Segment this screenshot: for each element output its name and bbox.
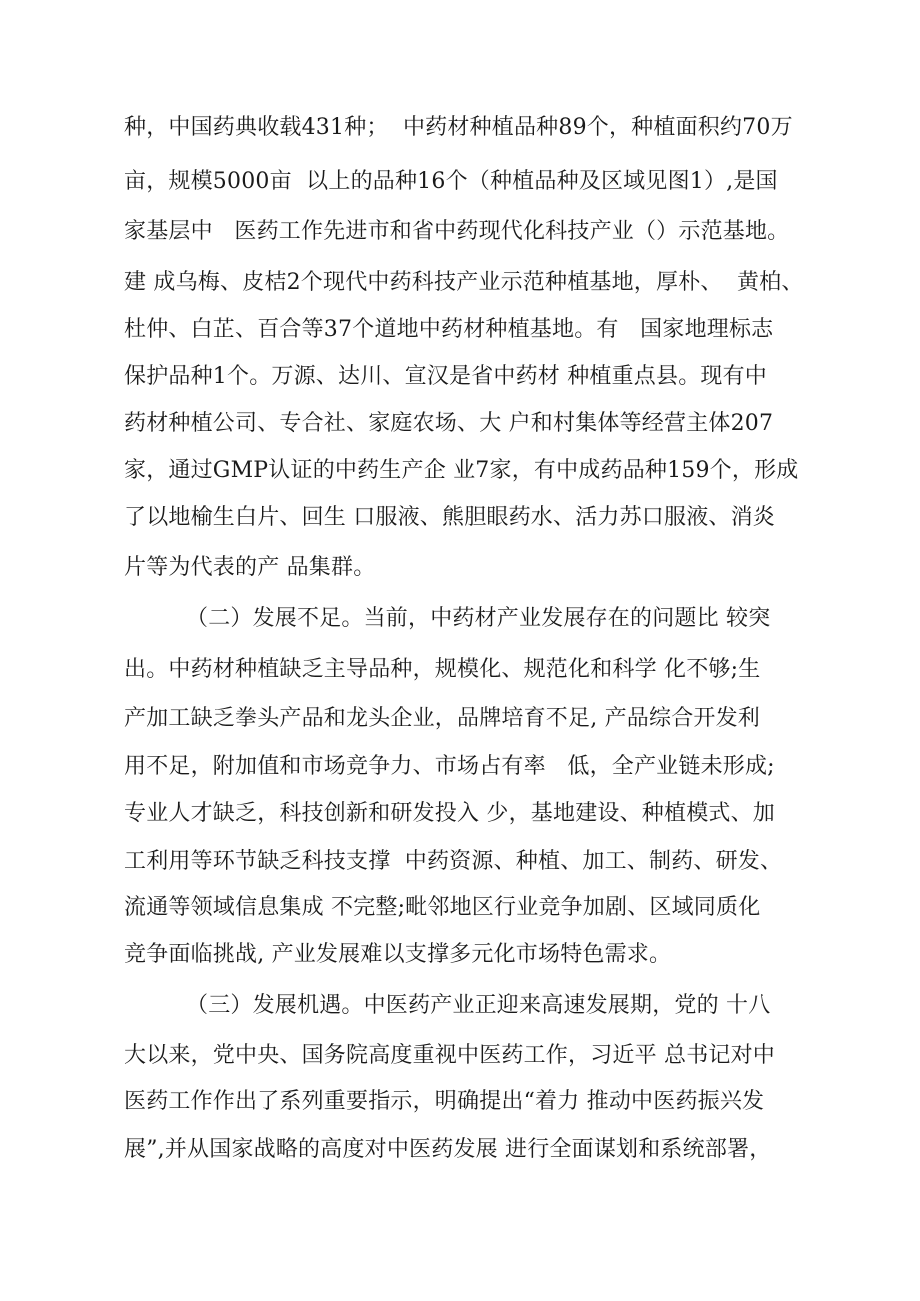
text-line: 流通等领域信息集成 不完整;毗邻地区行业竞争加剧、区域同质化 <box>124 895 761 920</box>
text-line: 专业人才缺乏，科技创新和研发投入 少，基地建设、种植模式、加 <box>124 801 775 826</box>
text-line: 了以地榆生白片、回生 口服液、熊胆眼药水、活力苏口服液、消炎 <box>124 505 775 530</box>
text-line: 种，中国药典收载431种； 中药材种植品种89个，种植面积约70万 <box>124 115 793 140</box>
text-line: 家，通过GMP认证的中药生产企 业7家，有中成药品种159个，形成 <box>124 458 799 483</box>
text-line: 产加工缺乏拳头产品和龙头企业，品牌培育不足, 产品综合开发利 <box>124 706 760 731</box>
text-line: 家基层中 医药工作先进市和省中药现代化科技产业（）示范基地。 <box>124 219 790 244</box>
text-line: 医药工作作出了系列重要指示，明确提出“着力 推动中医药振兴发 <box>124 1089 765 1114</box>
text-line: 杜仲、白芷、百合等37个道地中药材种植基地。有 国家地理标志 <box>124 317 774 342</box>
text-line: 片等为代表的产 品集群。 <box>124 555 376 580</box>
text-line: 保护品种1个。万源、达川、宣汉是省中药材 种植重点县。现有中 <box>124 364 767 389</box>
text-line: 竞争面临挑战, 产业发展难以支撑多元化市场特色需求。 <box>124 942 672 967</box>
text-line: 用不足，附加值和市场竞争力、市场占有率 低，全产业链未形成; <box>124 754 775 779</box>
text-line: 展”,并从国家战略的高度对中医药发展 进行全面谋划和系统部署， <box>124 1137 772 1162</box>
text-line: 药材种植公司、专合社、家庭农场、大 户和村集体等经营主体207 <box>124 411 774 436</box>
text-line: 大以来，党中央、国务院高度重视中医药工作，习近平 总书记对中 <box>124 1043 775 1068</box>
paragraph-start-line: （三）发展机遇。中医药产业正迎来高速发展期，党的 十八 <box>186 993 771 1018</box>
text-line: 亩，规模5000亩 以上的品种16个（种植品种及区域见图1）,是国 <box>124 169 778 194</box>
text-line: 工利用等环节缺乏科技支撑 中药资源、种植、加工、制药、研发、 <box>124 849 783 874</box>
paragraph-start-line: （二）发展不足。当前，中药材产业发展存在的问题比 较突 <box>186 606 771 631</box>
text-line: 出。中药材种植缺乏主导品种，规模化、规范化和科学 化不够;生 <box>124 657 761 682</box>
text-line: 建 成乌梅、皮桔2个现代中药科技产业示范种植基地，厚朴、 黄柏、 <box>124 270 804 295</box>
